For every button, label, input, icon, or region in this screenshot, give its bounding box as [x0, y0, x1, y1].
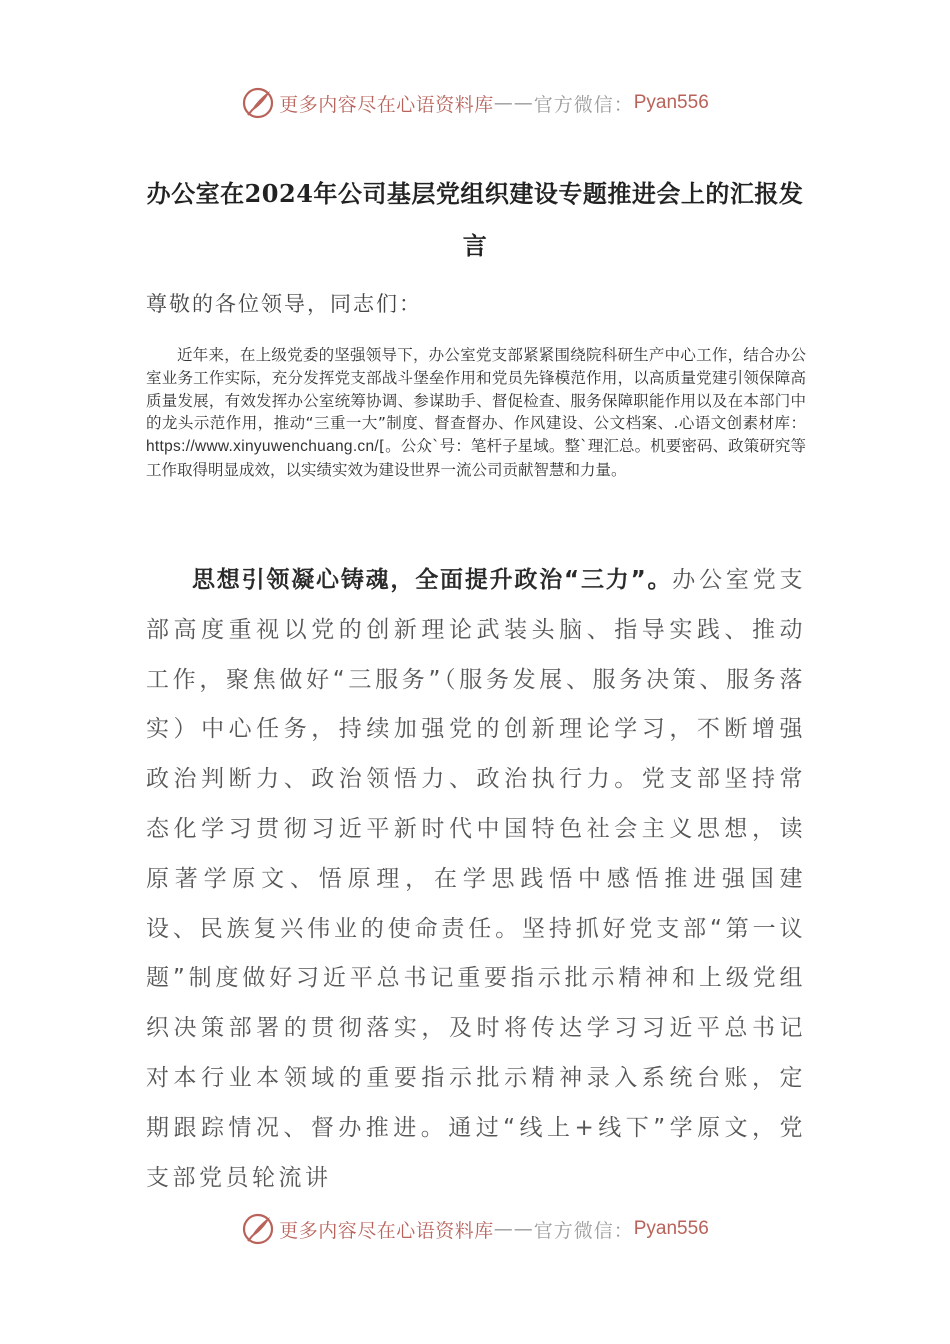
section-1-body: 办公室党支部高度重视以党的创新理论武装头脑、指导实践、推动工作，聚焦做好“三服务”（服务发展、服务决策、服务落实）中心任务，持续加强党的创新理论学习，不断增强政治判断力、政治领悟力、政治执行力。党支部坚持常态化学习贯彻习近平新时代中国特色社会主义思想，读原著学原文、悟原理，在学思践悟中感悟推进强国建设、民族复兴伟业的使命责任。坚持抓好党支部“第一议题”制度做好习近平总书记重要指示批示精神和上级党组织决策部署的贯彻落实，及时将传达学习习近平总书记对本行业本领域的重要指示批示精神录入系统台账，定期跟踪情况、督办推进。通过“线上+线下”学原文，党支部党员轮流讲 — [146, 567, 807, 1191]
watermark-dash: —— — [493, 92, 534, 114]
watermark-wechat-label: 官方微信： — [533, 93, 634, 116]
section-1-lead: 思想引领凝心铸魂，全面提升政治“三力”。 — [192, 567, 673, 593]
watermark-banner-bottom — [0, 1209, 950, 1249]
watermark-banner-top — [0, 83, 950, 123]
watermark-wechat-id: Pyan556 — [633, 92, 709, 113]
intro-text-after-url: [。公众`号：笔杆子星域。整`理汇总。机要密码、政策研究等工作取得明显成效，以实绩实效为建设世界一流公司贡献智慧和力量。 — [146, 437, 806, 479]
watermark-site-text: 更多内容尽在心语资料库 — [279, 1219, 494, 1242]
watermark-wechat-id: Pyan556 — [633, 1218, 709, 1239]
intro-url-text: https://www.xinyuwenchuang.cn/ — [146, 438, 380, 456]
section-1-paragraph — [146, 556, 806, 1203]
watermark-wechat-label: 官方微信： — [533, 1219, 634, 1242]
watermark-dash: —— — [493, 1218, 534, 1240]
document-title: 办公室在2024年公司基层党组织建设专题推进会上的汇报发言 — [146, 179, 804, 260]
intro-paragraph — [146, 344, 806, 482]
quill-pen-logo-icon — [241, 86, 275, 120]
salutation: 尊敬的各位领导，同志们： — [146, 292, 422, 316]
intro-text-before-url: 近年来，在上级党委的坚强领导下，办公室党支部紧紧围绕院科研生产中心工作，结合办公室业务工作实际，充分发挥党支部战斗堡垒作用和党员先锋模范作用，以高质量党建引领保障高质量发展，有效发挥办公室统筹协调、参谋助手、督促检查、服务保障职能作用以及在本部门中的龙头示范作用，推动“三重一大”制度、督查督办、作风建设、公文档案、.心语文创素材库： — [146, 346, 806, 433]
quill-pen-logo-icon — [241, 1212, 275, 1246]
watermark-site-text: 更多内容尽在心语资料库 — [279, 93, 494, 116]
